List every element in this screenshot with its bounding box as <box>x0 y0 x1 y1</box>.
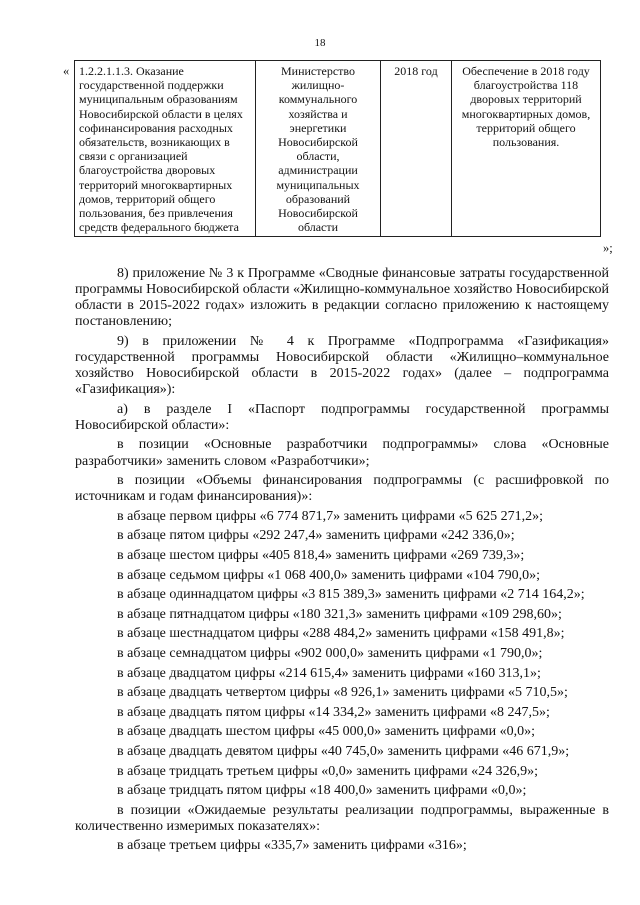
paragraph-abzac-26: в абзаце двадцать шестом цифры «45 000,0» заменить цифрами «0,0»; <box>117 724 535 740</box>
paragraph-abzac-16: в абзаце шестнадцатом цифры «288 484,2» заменить цифрами «158 491,8»; <box>117 626 565 642</box>
table-closing-quote: »; <box>603 241 613 255</box>
document-body <box>75 266 609 858</box>
paragraph-section-a: а) в разделе I «Паспорт подпрограммы государственной программы Новосибирской области»: <box>75 401 609 433</box>
paragraph-results-abzac-3: в абзаце третьем цифры «335,7» заменить цифрами «316»; <box>117 838 467 854</box>
paragraph-abzac-6: в абзаце шестом цифры «405 818,4» заменить цифрами «269 739,3»; <box>117 548 525 563</box>
paragraph-abzac-25: в абзаце двадцать пятом цифры «14 334,2» заменить цифрами «8 247,5»; <box>117 704 550 720</box>
paragraph-abzac-15: в абзаце пятнадцатом цифры «180 321,3» заменить цифрами «109 298,60»; <box>117 606 562 622</box>
page-number: 18 <box>314 37 326 49</box>
paragraph-item-9: 9) в приложении № 4 к Программе «Подпрограмма «Газификация» государственной программы Новосибирской области «Жилищно–коммунальное хозяйство Новосибирской области в 2015-2022 годах» (далее – подпрограмма «Газификация»): <box>75 333 609 398</box>
paragraph-abzac-20: в абзаце двадцатом цифры «214 615,4» заменить цифрами «160 313,1»; <box>117 665 541 681</box>
paragraph-abzac-11: в абзаце одиннадцатом цифры «3 815 389,3» заменить цифрами «2 714 164,2»; <box>117 587 585 603</box>
paragraph-abzac-24: в абзаце двадцать четвертом цифры «8 926,1» заменить цифрами «5 710,5»; <box>117 685 568 701</box>
amendment-table <box>74 60 601 237</box>
table-cell-period: 2018 год <box>381 61 452 237</box>
paragraph-item-8: 8) приложение № 3 к Программе «Сводные финансовые затраты государственной программы Новосибирской области «Жилищно-коммунальное хозяйство Новосибирской области в 2015-2022 годах» изложить в редакции согласно приложению к настоящему постановлению; <box>75 266 609 330</box>
table-row <box>75 61 601 237</box>
paragraph-financing-heading: в позиции «Объемы финансирования подпрограммы (с расшифровкой по источникам и годам финансирования)»: <box>75 473 609 505</box>
table-opening-quote: « <box>63 64 70 78</box>
table-cell-activity: 1.2.2.1.1.3. Оказание государственной поддержки муниципальным образованиям Новосибирской области в целях софинансирования расходных обязательств, возникающих в связи с организацией благоустройства дворовых территорий многоквартирных домов, территорий общего пользования, без привлечения средств федерального бюджета <box>75 61 256 237</box>
paragraph-abzac-35: в абзаце тридцать пятом цифры «18 400,0» заменить цифрами «0,0»; <box>117 783 527 799</box>
paragraph-abzac-29: в абзаце двадцать девятом цифры «40 745,0» заменить цифрами «46 671,9»; <box>117 743 570 759</box>
paragraph-abzac-5: в абзаце пятом цифры «292 247,4» заменить цифрами «242 336,0»; <box>117 528 515 544</box>
paragraph-abzac-1: в абзаце первом цифры «6 774 871,7» заменить цифрами «5 625 271,2»; <box>117 508 543 524</box>
paragraph-abzac-17: в абзаце семнадцатом цифры «902 000,0» заменить цифрами «1 790,0»; <box>117 645 543 661</box>
paragraph-abzac-33: в абзаце тридцать третьем цифры «0,0» заменить цифрами «24 326,9»; <box>117 763 539 779</box>
paragraph-results-heading: в позиции «Ожидаемые результаты реализации подпрограммы, выраженные в количественно измеримых показателях»: <box>75 802 609 834</box>
table-cell-result: Обеспечение в 2018 году благоустройства 118 дворовых территорий многоквартирных домов, территорий общего пользования. <box>452 61 601 237</box>
paragraph-developers: в позиции «Основные разработчики подпрограммы» слова «Основные разработчики» заменить словом «Разработчики»; <box>75 437 609 469</box>
paragraph-abzac-7: в абзаце седьмом цифры «1 068 400,0» заменить цифрами «104 790,0»; <box>117 567 541 583</box>
table-cell-executor: Министерство жилищно-коммунального хозяйства и энергетики Новосибирской области, администрации муниципальных образований Новосибирской области <box>256 61 381 237</box>
